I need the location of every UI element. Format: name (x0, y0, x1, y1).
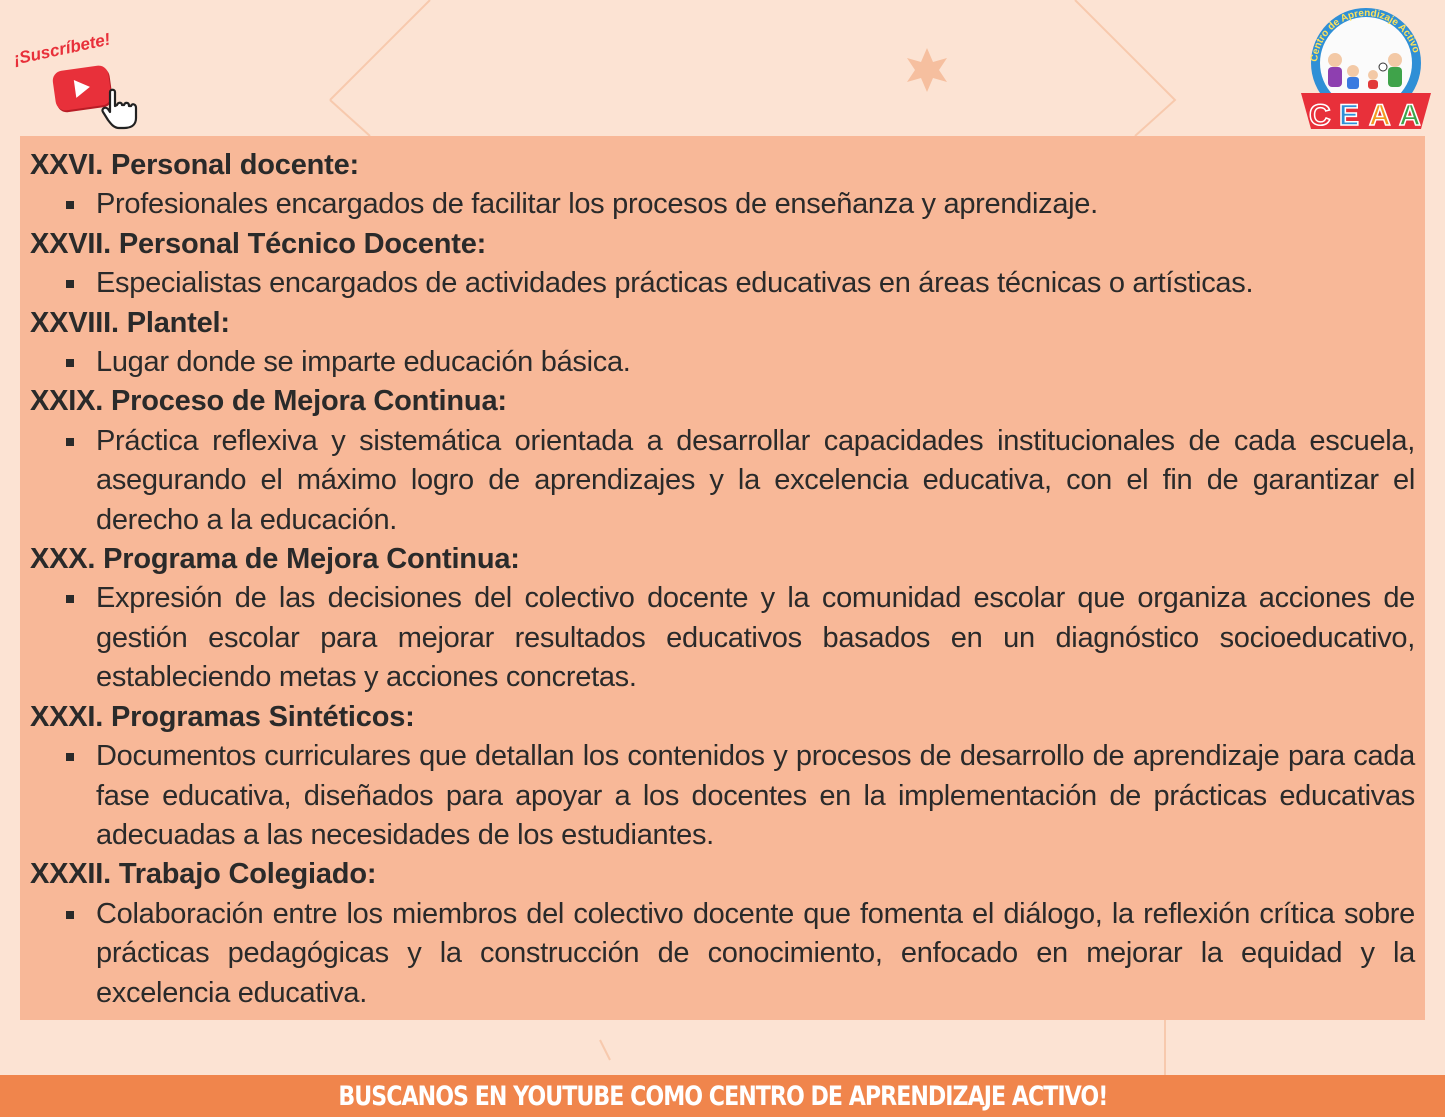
subscribe-text: ¡Suscríbete! (12, 29, 113, 69)
term-definition: Expresión de las decisiones del colectivo docente y la comunidad escolar que organiza acciones de gestión escolar para mejorar resultados educativos basados en un diagnóstico socioeducativo, estableciendo metas y acciones concretas. (30, 579, 1415, 697)
bullet-icon (66, 753, 74, 761)
bullet-icon (66, 911, 74, 919)
glossary-entry (30, 146, 1415, 225)
glossary-entry (30, 855, 1415, 1013)
footer-text: BUSCANOS EN YOUTUBE COMO CENTRO DE APRENDIZAJE ACTIVO! (337, 1080, 1107, 1112)
term-definition: Profesionales encargados de facilitar los procesos de enseñanza y aprendizaje. (30, 185, 1415, 224)
star-ornament (907, 48, 947, 92)
term-heading: XXX. Programa de Mejora Continua: (30, 543, 520, 576)
pointer-hand-icon (100, 88, 142, 130)
term-heading: XXIX. Proceso de Mejora Continua: (30, 385, 507, 418)
term-heading: XXXII. Trabajo Colegiado: (30, 858, 377, 891)
ceaa-logo (1295, 5, 1437, 129)
term-definition: Práctica reflexiva y sistemática orientada a desarrollar capacidades institucionales de cada escuela, asegurando el máximo logro de aprendizajes y la excelencia educativa, con el fin de garantizar el derecho a la educación. (30, 422, 1415, 540)
glossary-entry (30, 304, 1415, 383)
term-definition: Lugar donde se imparte educación básica. (30, 343, 1415, 382)
svg-text:E: E (1339, 99, 1360, 129)
glossary-entry (30, 382, 1415, 540)
bullet-icon (66, 595, 74, 603)
glossary-entry (30, 225, 1415, 304)
bullet-icon (66, 280, 74, 288)
svg-text:Centro de Aprendizaje Activo: Centro de Aprendizaje Activo (1309, 7, 1422, 63)
term-heading: XXVI. Personal docente: (30, 149, 359, 181)
term-heading: XXVII. Personal Técnico Docente: (30, 227, 487, 260)
term-definition: Colaboración entre los miembros del colectivo docente que fomenta el diálogo, la reflexión crítica sobre prácticas pedagógicas y la construcción de conocimiento, enfocado en mejorar la equidad y la excelencia educativa. (30, 895, 1415, 1013)
term-heading: XXVIII. Plantel: (30, 306, 230, 339)
term-definition: Especialistas encargados de actividades prácticas educativas en áreas técnicas o artísticas. (30, 264, 1415, 303)
term-definition: Documentos curriculares que detallan los contenidos y procesos de desarrollo de aprendizaje para cada fase educativa, diseñados para apoyar a los docentes en la implementación de prácticas educativas adecuadas a las necesidades de los estudiantes. (30, 737, 1415, 855)
glossary-entry (30, 698, 1415, 856)
bullet-icon (66, 201, 74, 209)
svg-text:A: A (1369, 99, 1391, 129)
svg-text:C: C (1309, 99, 1331, 129)
bullet-icon (66, 438, 74, 446)
term-heading: XXXI. Programas Sintéticos: (30, 700, 415, 733)
glossary-entry (30, 540, 1415, 698)
bullet-icon (66, 359, 74, 367)
glossary-panel (20, 136, 1425, 1020)
svg-text:A: A (1399, 99, 1421, 129)
footer-banner (0, 1075, 1445, 1117)
subscribe-badge[interactable] (8, 20, 143, 115)
